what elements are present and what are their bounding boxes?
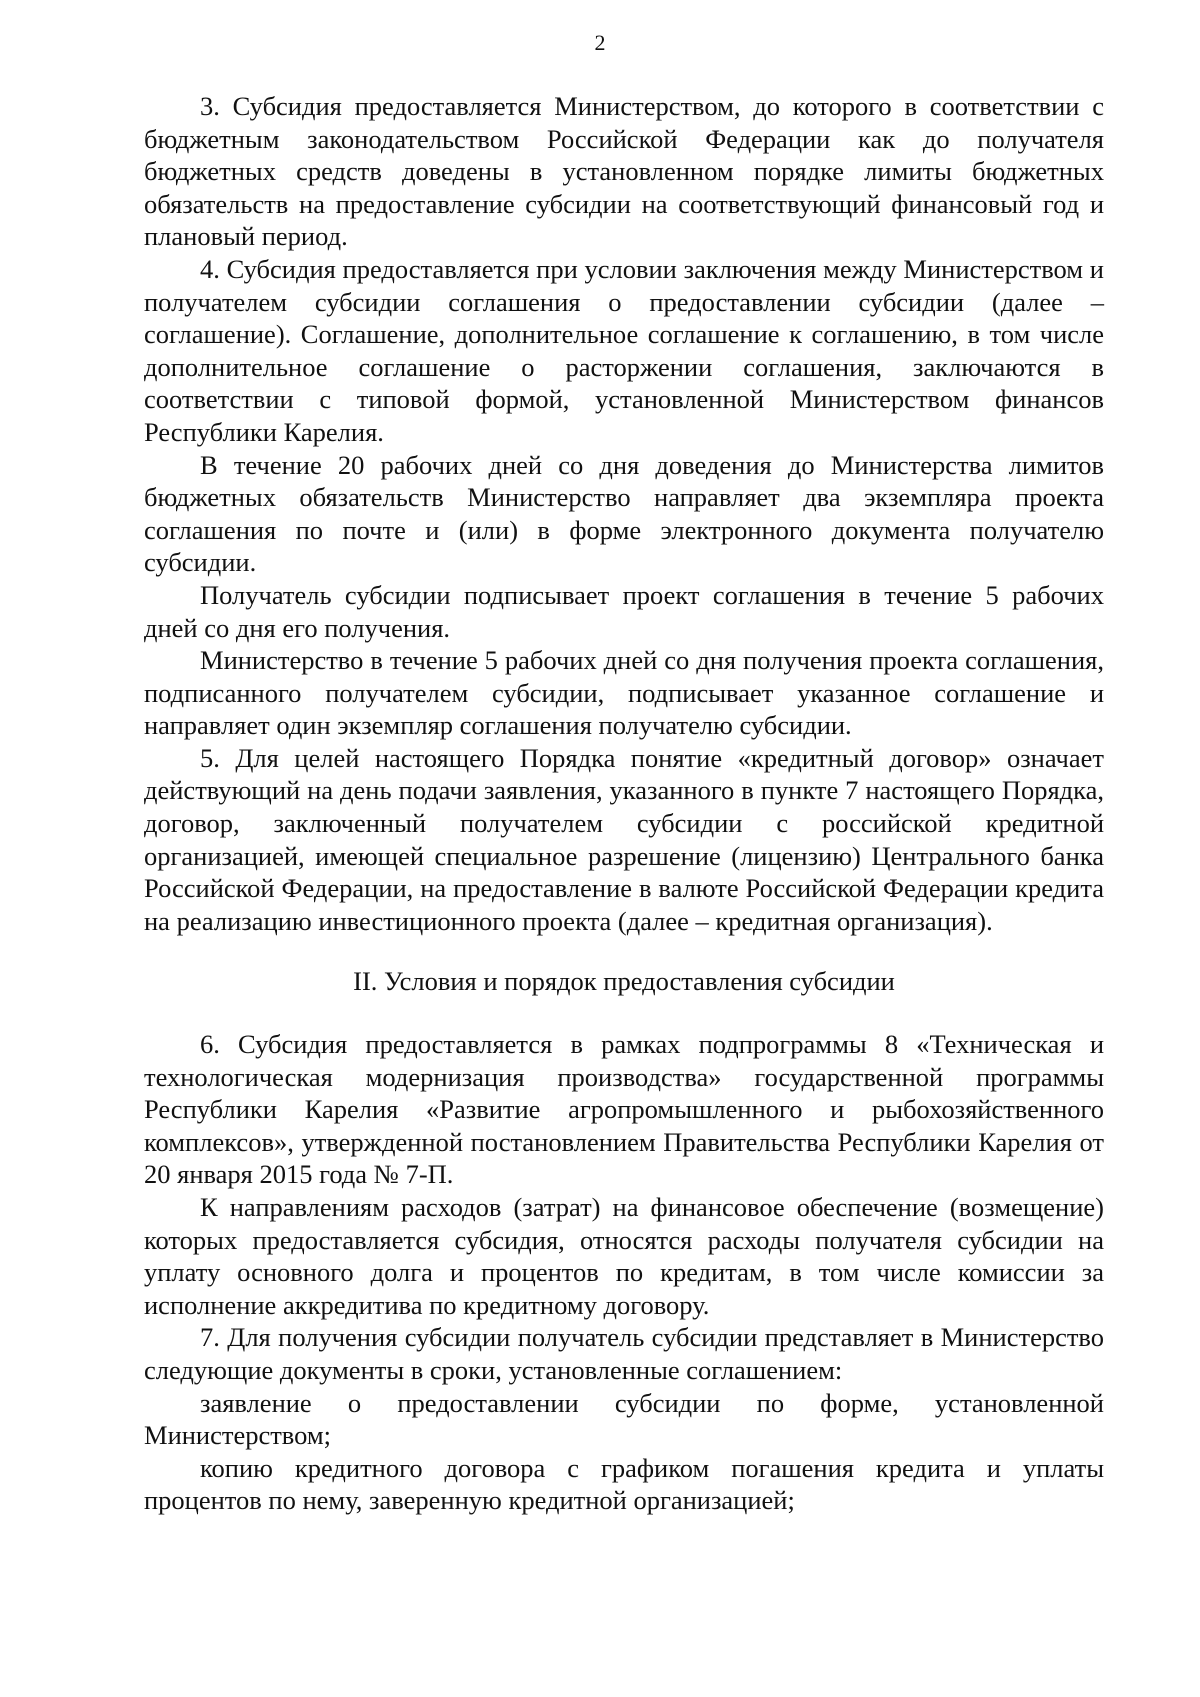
section-2-heading: II. Условия и порядок предоставления субсидии [353, 966, 895, 997]
paragraph-7-credit-copy: копию кредитного договора с графиком погашения кредита и уплаты процентов по нему, заверенную кредитной организацией; [144, 1452, 1104, 1516]
paragraph-5: 5. Для целей настоящего Порядка понятие «кредитный договор» означает действующий на день подачи заявления, указанного в пункте 7 настоящего Порядка, договор, заключенный получателем субсидии с российской кредитной организацией, имеющей специальное разрешение (лицензию) Центрального банка Российской Федерации, на предоставление в валюте Российской Федерации кредита на реализацию инвестиционного проекта (далее – кредитная организация). [144, 742, 1104, 936]
paragraph-3: 3. Субсидия предоставляется Министерством, до которого в соответствии с бюджетным законодательством Российской Федерации как до получателя бюджетных средств доведены в установленном порядке лимиты бюджетных обязательств на предоставление субсидии на соответствующий финансовый год и плановый период. [144, 91, 1104, 252]
paragraph-7-application: заявление о предоставлении субсидии по форме, установленной Министерством; [144, 1387, 1104, 1451]
paragraph-4-ministry-signing: Министерство в течение 5 рабочих дней со дня получения проекта соглашения, подписанного получателем субсидии, подписывает указанное соглашение и направляет один экземпляр соглашения получателю субсидии. [144, 645, 1104, 741]
paragraph-4-signing: Получатель субсидии подписывает проект соглашения в течение 5 рабочих дней со дня его получения. [144, 579, 1104, 643]
paragraph-6-expenses: К направлениям расходов (затрат) на финансовое обеспечение (возмещение) которых предоставляется субсидия, относятся расходы получателя субсидии на уплату основного долга и процентов по кредитам, в том числе комиссии за исполнение аккредитива по кредитному договору. [144, 1192, 1104, 1320]
paragraph-4-term: В течение 20 рабочих дней со дня доведения до Министерства лимитов бюджетных обязательств Министерство направляет два экземпляра проекта соглашения по почте и (или) в форме электронного документа получателю субсидии. [144, 449, 1104, 578]
paragraph-4: 4. Субсидия предоставляется при условии заключения между Министерством и получателем субсидии соглашения о предоставлении субсидии (далее – соглашение). Соглашение, дополнительное соглашение к соглашению, в том числе дополнительное соглашение о расторжении соглашения, заключаются в соответствии с типовой формой, установленной Министерством финансов Республики Карелия. [144, 253, 1104, 447]
paragraph-6: 6. Субсидия предоставляется в рамках подпрограммы 8 «Техническая и технологическая модернизация производства» государственной программы Республики Карелия «Развитие агропромышленного и рыбохозяйственного комплексов», утвержденной постановлением Правительства Республики Карелия от 20 января 2015 года № 7-П. [144, 1029, 1104, 1190]
paragraph-7: 7. Для получения субсидии получатель субсидии представляет в Министерство следующие документы в сроки, установленные соглашением: [144, 1322, 1104, 1385]
document-body [144, 90, 1104, 1517]
page-number: 2 [594, 30, 606, 55]
